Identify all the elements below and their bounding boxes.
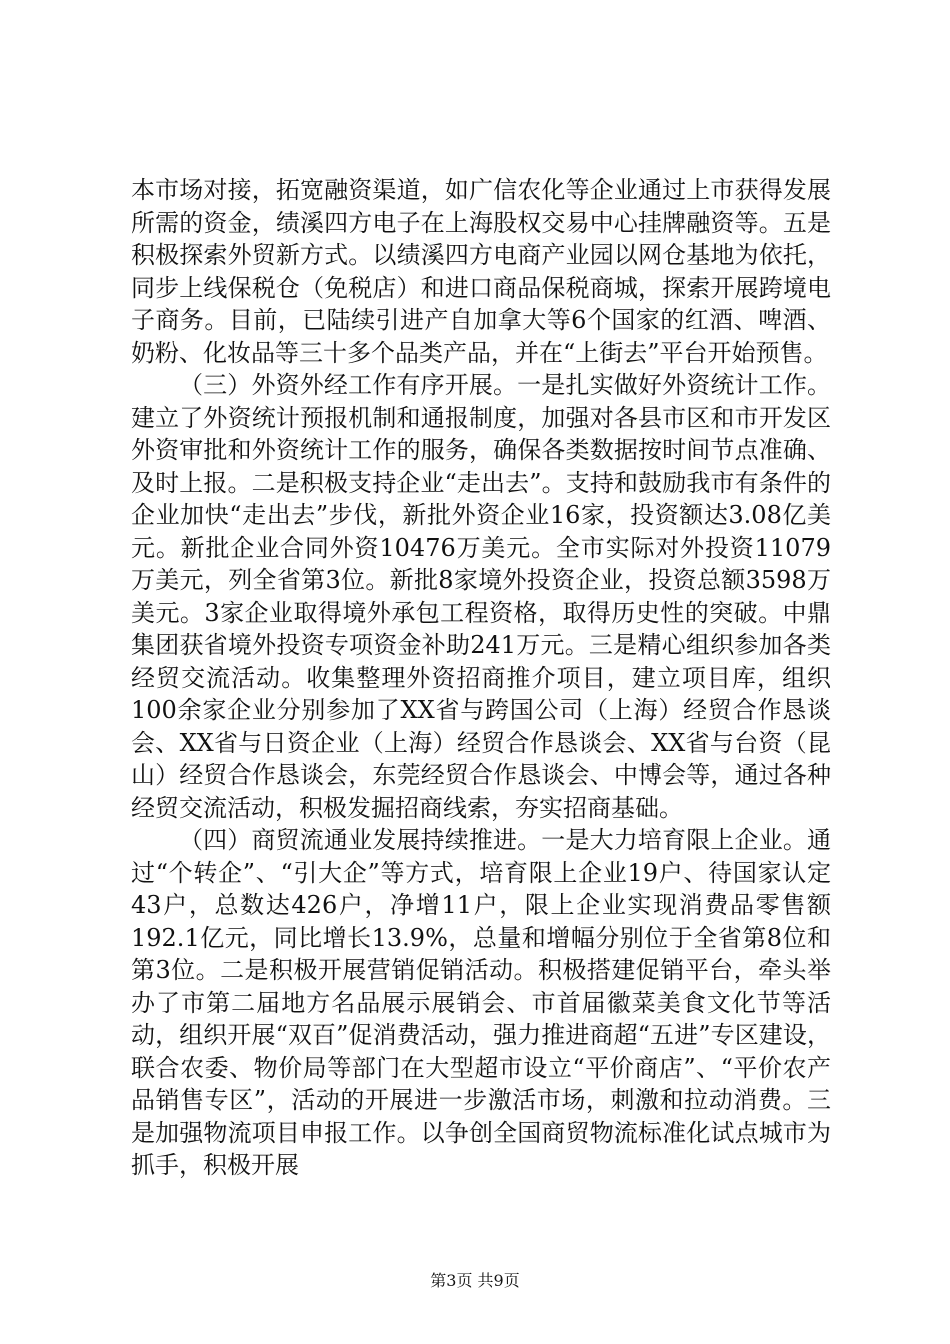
page-footer — [0, 1271, 950, 1291]
document-body — [131, 174, 831, 1182]
paragraph-section-4: （四）商贸流通业发展持续推进。一是大力培育限上企业。通过“个转企”、“引大企”等方式，培育限上企业19户、待国家认定43户，总数达426户，净增11户，限上企业实现消费品零售额192.1亿元，同比增长13.9%，总量和增幅分别位于全省第8位和第3位。二是积极开展营销促销活动。积极搭建促销平台，牵头举办了市第二届地方名品展示展销会、市首届徽菜美食文化节等活动，组织开展“双百”促消费活动，强力推进商超“五进”专区建设，联合农委、物价局等部门在大型超市设立“平价商店”、“平价农产品销售专区”，活动的开展进一步激活市场，刺激和拉动消费。三是加强物流项目申报工作。以争创全国商贸物流标准化试点城市为抓手，积极开展 — [131, 826, 831, 1179]
paragraph-section-3: （三）外资外经工作有序开展。一是扎实做好外资统计工作。建立了外资统计预报机制和通报制度，加强对各县市区和市开发区外资审批和外资统计工作的服务，确保各类数据按时间节点准确、及时上报。二是积极支持企业“走出去”。支持和鼓励我市有条件的企业加快“走出去”步伐，新批外资企业16家，投资额达3.08亿美元。新批企业合同外资10476万美元。全市实际对外投资11079万美元，列全省第3位。新批8家境外投资企业，投资总额3598万美元。3家企业取得境外承包工程资格，取得历史性的突破。中鼎集团获省境外投资专项资金补助241万元。三是精心组织参加各类经贸交流活动。收集整理外资招商推介项目，建立项目库，组织100余家企业分别参加了XX省与跨国公司（上海）经贸合作恳谈会、XX省与日资企业（上海）经贸合作恳谈会、XX省与台资（昆山）经贸合作恳谈会，东莞经贸合作恳谈会、中博会等，通过各种经贸交流活动，积极发掘招商线索，夯实招商基础。 — [131, 371, 831, 822]
page-number-label: 第3页 共9页 — [430, 1271, 520, 1290]
paragraph-continued: 本市场对接，拓宽融资渠道，如广信农化等企业通过上市获得发展所需的资金，绩溪四方电子在上海股权交易中心挂牌融资等。五是积极探索外贸新方式。以绩溪四方电商产业园以网仓基地为依托，同步上线保税仓（免税店）和进口商品保税商城，探索开展跨境电子商务。目前，已陆续引进产自加拿大等6个国家的红酒、啤酒、奶粉、化妆品等三十多个品类产品，并在“上街去”平台开始预售。 — [131, 176, 831, 367]
